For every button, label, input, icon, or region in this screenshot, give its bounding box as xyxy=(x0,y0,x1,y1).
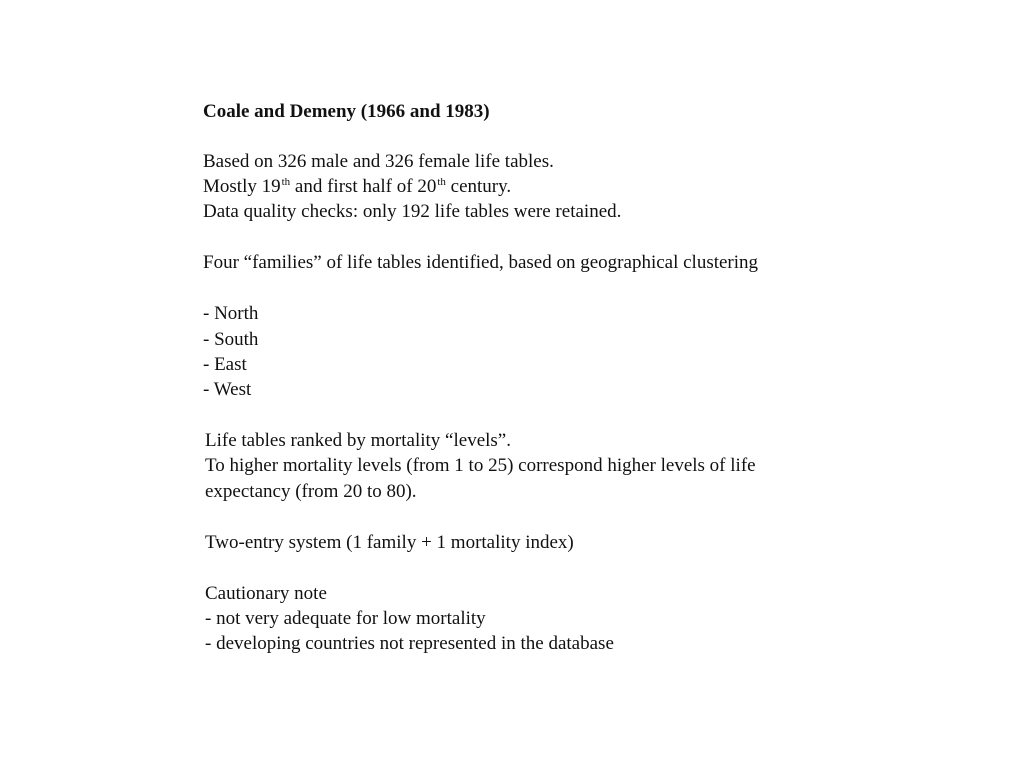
quality-text: Data quality checks: only 192 life tables were retained. xyxy=(203,201,622,222)
ranking-line-3: expectancy (from 20 to 80). xyxy=(205,481,417,502)
family-item-east: - East xyxy=(203,354,247,375)
period-suffix: century. xyxy=(445,176,512,197)
period-superscript-2: th xyxy=(437,176,446,188)
caution-item-developing-countries: - developing countries not represented in the database xyxy=(205,633,614,654)
ranking-line-1: Life tables ranked by mortality “levels”. xyxy=(205,430,511,451)
period-middle: and first half of 20 xyxy=(290,176,437,197)
period-prefix: Mostly 19 xyxy=(203,176,281,197)
families-intro-text: Four “families” of life tables identified, based on geographical clustering xyxy=(203,252,759,273)
period-text xyxy=(203,176,511,200)
family-item-south: - South xyxy=(203,329,259,350)
period-superscript-1: th xyxy=(281,176,291,188)
ranking-line-2: To higher mortality levels (from 1 to 25) correspond higher levels of life xyxy=(205,455,756,476)
basis-text: Based on 326 male and 326 female life tables. xyxy=(203,151,554,172)
system-text: Two-entry system (1 family + 1 mortality index) xyxy=(205,532,574,553)
caution-heading: Cautionary note xyxy=(205,583,327,604)
family-item-west: - West xyxy=(203,379,252,400)
family-item-north: - North xyxy=(203,303,259,324)
caution-item-low-mortality: - not very adequate for low mortality xyxy=(205,608,486,629)
slide-title: Coale and Demeny (1966 and 1983) xyxy=(203,101,490,122)
